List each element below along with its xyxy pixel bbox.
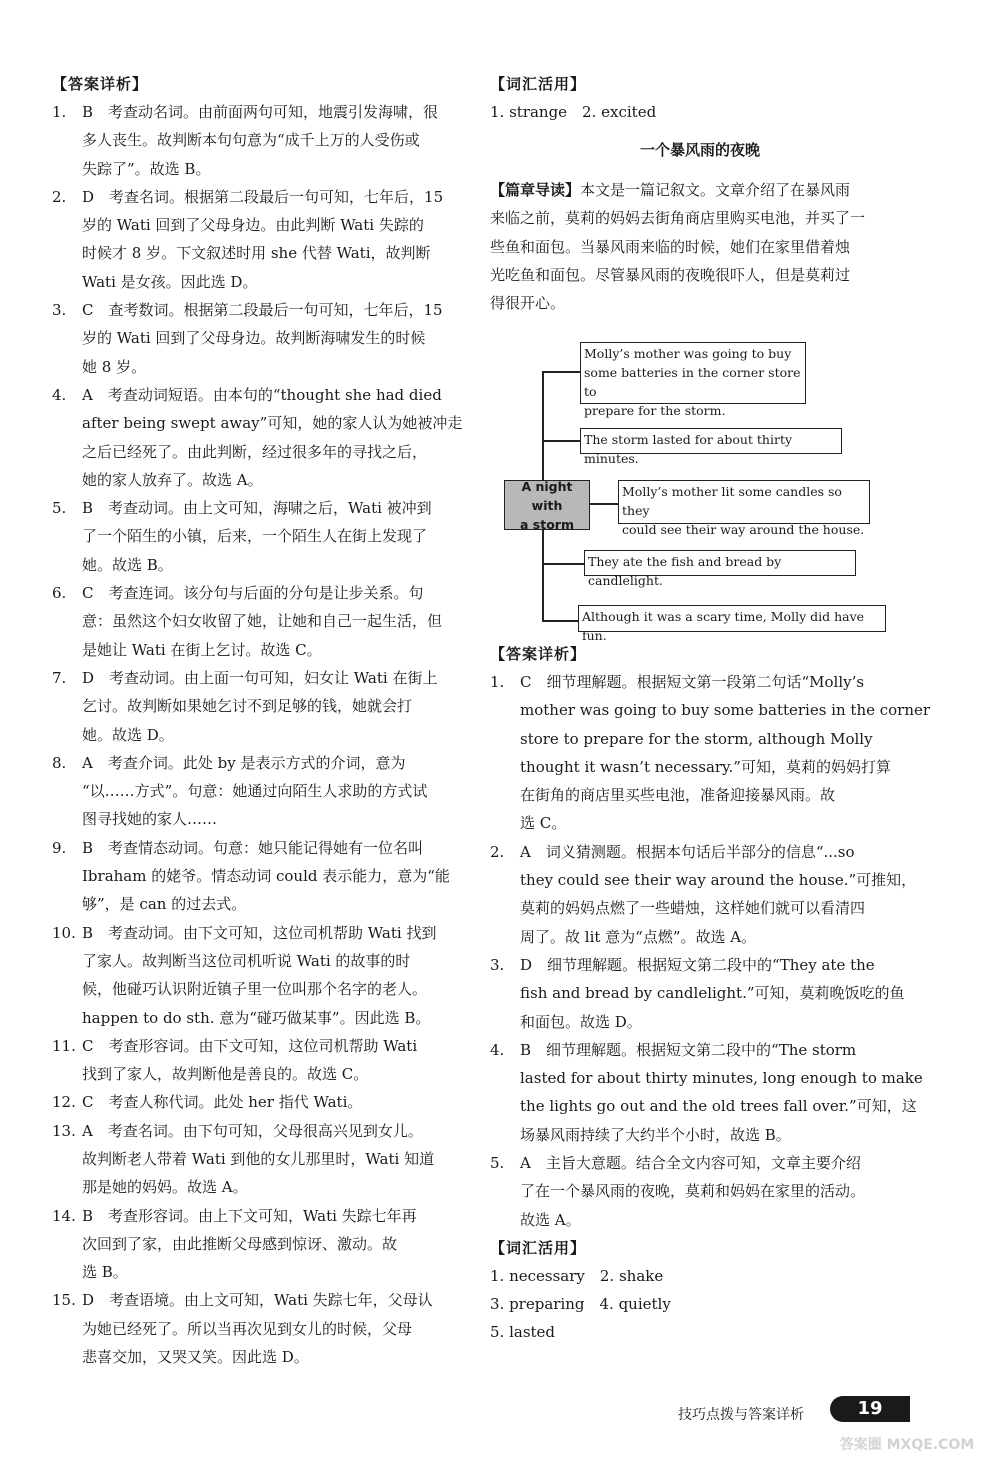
answer-number: 5.	[52, 499, 67, 518]
answer-item	[52, 183, 472, 296]
intro-label: 【篇章导读】	[490, 181, 581, 199]
answer-line: “以……方式”。句意：她通过向陌生人求助的方式试	[82, 782, 428, 801]
answer-line: 莫莉的妈妈点燃了一些蜡烛，这样她们就可以看清四	[520, 899, 866, 918]
right-column	[490, 70, 931, 1341]
answer-item	[52, 749, 472, 834]
vocab-answer-line: 1. necessary 2. shake	[490, 1266, 664, 1285]
answer-line	[52, 1032, 472, 1060]
answer-item	[52, 1286, 472, 1371]
answer-line: 失踪了”。故选 B。	[82, 159, 211, 178]
vocab-heading-2: 【词汇活用】	[490, 1238, 587, 1257]
branch-text: could see their way around the house.	[622, 522, 865, 537]
answer-text: B 考查形容词。由上下文可知，Wati 失踪七年再	[82, 1206, 417, 1225]
answer-line: 次回到了家，由此推断父母感到惊讶、激动。故	[82, 1234, 398, 1253]
answer-line: 为她已经死了。所以当再次见到女儿的时候，父母	[82, 1319, 413, 1338]
answer-line	[52, 919, 472, 947]
answer-line: they could see their way around the house.”可推知，	[520, 871, 917, 890]
branch-text: Molly’s mother lit some candles so they	[622, 484, 842, 518]
answer-line	[52, 1117, 472, 1145]
answer-number: 2.	[490, 842, 505, 861]
vocab-heading-1: 【词汇活用】	[490, 75, 587, 93]
answer-text: B 考查动名词。由前面两句可知，地震引发海啸，很	[82, 103, 439, 121]
answer-line	[490, 668, 910, 696]
answer-line: 选 C。	[520, 814, 567, 833]
answer-line: 选 B。	[82, 1263, 128, 1282]
answer-line	[490, 951, 910, 979]
vocab-answer-line: 5. lasted	[490, 1322, 556, 1341]
answer-line: 找到了家人，故判断他是善良的。故选 C。	[82, 1065, 369, 1084]
answers-heading-left: 【答案详析】	[52, 75, 149, 93]
vocab-answer-line: 3. preparing 4. quietly	[490, 1294, 671, 1313]
branch-line-4	[542, 563, 584, 565]
mind-map-center	[504, 480, 590, 530]
article-intro	[490, 176, 910, 317]
right-answer-list	[490, 668, 931, 1234]
answer-line: after being swept away”可知，她的家人认为她被冲走	[82, 414, 463, 433]
answer-number: 8.	[52, 753, 67, 772]
answer-item	[52, 1032, 472, 1089]
answer-line	[52, 579, 472, 607]
answer-line: 场暴风雨持续了大约半个小时，故选 B。	[520, 1125, 791, 1144]
answer-item	[52, 664, 472, 749]
right-lower	[490, 640, 931, 1346]
answer-text: D 细节理解题。根据短文第二段中的“They ate the	[520, 955, 875, 974]
answer-item	[490, 668, 931, 838]
answers-heading-right: 【答案详析】	[490, 645, 587, 663]
branch-text: They ate the fish and bread by candlelight.	[588, 554, 782, 588]
page-number: 19	[830, 1396, 910, 1422]
article-title: 一个暴风雨的夜晚	[639, 141, 760, 159]
branch-line-1	[542, 371, 580, 373]
answer-line: 周了。故 lit 意为“点燃”。故选 A。	[520, 927, 757, 946]
answer-line: 了在一个暴风雨的夜晚，莫莉和妈妈在家里的活动。	[520, 1182, 866, 1201]
answer-text: C 考查形容词。由下文可知，这位司机帮助 Wati	[82, 1036, 418, 1055]
answer-item	[52, 919, 472, 1032]
answer-line: 多人丧生。故判断本句句意为“成千上万的人受伤或	[82, 131, 420, 150]
answer-line: 乞讨。故判断如果她乞讨不到足够的钱，她就会打	[82, 697, 413, 716]
answer-line	[52, 749, 472, 777]
answer-line	[52, 1286, 472, 1314]
answer-text: C 细节理解题。根据短文第一段第二句话“Molly’s	[520, 673, 865, 691]
answer-text: A 词义猜测题。根据本句话后半部分的信息“...so	[520, 842, 855, 861]
answer-line	[52, 1202, 472, 1230]
answer-line: 岁的 Wati 回到了父母身边。故判断海啸发生的时候	[82, 329, 426, 348]
answer-number: 9.	[52, 838, 67, 857]
answer-line: Wati 是女孩。因此选 D。	[82, 272, 258, 291]
branch-text: The storm lasted for about thirty minutes.	[584, 432, 793, 466]
answer-text: D 考查名词。根据第二段最后一句可知，七年后，15	[82, 187, 444, 206]
answer-line: 她。故选 B。	[82, 555, 173, 574]
answer-number: 13.	[52, 1121, 76, 1140]
vocab-answers-1: 1. strange 2. excited	[490, 103, 657, 121]
answer-number: 6.	[52, 584, 67, 603]
answer-item	[52, 98, 472, 183]
intro-line: 光吃鱼和面包。尽管暴风雨的夜晚很吓人，但是莫莉过	[490, 265, 851, 284]
answer-line: 在街角的商店里买些电池，准备迎接暴风雨。故	[520, 786, 836, 805]
answer-line: 她的家人放弃了。故选 A。	[82, 470, 263, 489]
answer-line: 故判断老人带着 Wati 到他的女儿那里时，Wati 知道	[82, 1149, 435, 1168]
branch-box-1	[580, 342, 806, 418]
answer-line: 是她让 Wati 在街上乞讨。故选 C。	[82, 640, 322, 659]
answer-line: happen to do sth. 意为“碰巧做某事”。因此选 B。	[82, 1008, 431, 1027]
answer-line: 故选 A。	[520, 1210, 581, 1229]
answer-line	[490, 838, 910, 866]
branch-text: Although it was a scary time, Molly did have fun.	[582, 609, 865, 643]
branch-line-2	[542, 440, 580, 442]
answer-line: store to prepare for the storm, although Molly	[520, 729, 873, 748]
answer-line: 悲喜交加，又哭又笑。因此选 D。	[82, 1348, 309, 1367]
answer-line	[52, 183, 472, 211]
answer-text: C 查考数词。根据第二段最后一句可知，七年后，15	[82, 301, 443, 320]
answer-text: A 考查动词短语。由本句的“thought she had died	[82, 385, 442, 404]
answer-line	[52, 494, 472, 522]
answer-number: 14.	[52, 1206, 76, 1225]
answer-number: 11.	[52, 1036, 76, 1055]
answer-line: fish and bread by candlelight.”可知，莫莉晚饭吃的鱼	[520, 984, 905, 1003]
answer-line	[52, 98, 472, 126]
answer-number: 10.	[52, 923, 76, 942]
branch-text: Molly’s mother was going to buy	[584, 346, 792, 361]
answer-number: 4.	[52, 385, 67, 404]
answer-line: 她 8 岁。	[82, 357, 147, 376]
center-line: a storm	[520, 516, 574, 532]
answer-text: A 考查名词。由下句可知，父母很高兴见到女儿。	[82, 1121, 423, 1140]
answer-line: 候，他碰巧认识附近镇子里一位叫那个名字的老人。	[82, 980, 428, 999]
branch-line-3	[588, 503, 618, 505]
answer-item	[52, 1088, 472, 1116]
answer-item	[52, 296, 472, 381]
answer-number: 5.	[490, 1154, 505, 1173]
answer-number: 1.	[490, 673, 505, 691]
intro-line: 本文是一篇记叙文。文章介绍了在暴风雨	[580, 181, 851, 199]
answer-number: 3.	[490, 955, 505, 974]
answer-item	[52, 579, 472, 664]
answer-line	[52, 834, 472, 862]
answer-item	[52, 1202, 472, 1287]
answer-line	[52, 664, 472, 692]
answer-line: 了一个陌生的小镇，后来，一个陌生人在街上发现了	[82, 527, 428, 546]
branch-box-3	[618, 480, 870, 537]
answer-line: 够”，是 can 的过去式。	[82, 895, 247, 914]
watermark: 答案圈 MXQE.COM	[839, 1437, 975, 1453]
answer-line: mother was going to buy some batteries in the corner	[520, 701, 931, 720]
mind-map	[490, 340, 910, 643]
intro-line: 来临之前，莫莉的妈妈去街角商店里购买电池，并买了一	[490, 209, 866, 228]
branch-text: some batteries in the corner store to	[584, 365, 801, 399]
answer-line: 时候才 8 岁。下文叙述时用 she 代替 Wati，故判断	[82, 244, 431, 263]
answer-line	[490, 1149, 910, 1177]
answer-text: D 考查语境。由上文可知，Wati 失踪七年，父母认	[82, 1291, 433, 1310]
answer-item	[490, 951, 910, 1036]
answer-text: B 考查动词。由上文可知，海啸之后，Wati 被冲到	[82, 499, 432, 518]
answer-line: 岁的 Wati 回到了父母身边。由此判断 Wati 失踪的	[82, 216, 424, 235]
answer-text: A 考查介词。此处 by 是表示方式的介词，意为	[82, 753, 406, 772]
answer-text: A 主旨大意题。结合全文内容可知，文章主要介绍	[520, 1154, 861, 1173]
answer-item	[490, 1149, 910, 1234]
answer-text: B 细节理解题。根据短文第二段中的“The storm	[520, 1040, 857, 1059]
answer-text: C 考查连词。该分句与后面的分句是让步关系。句	[82, 584, 424, 603]
answer-text: D 考查动词。由上面一句可知，妇女让 Wati 在街上	[82, 668, 438, 687]
answer-item	[52, 381, 472, 494]
answer-line: 她。故选 D。	[82, 725, 174, 744]
answer-item	[490, 1036, 923, 1149]
answer-text: B 考查动词。由下文可知，这位司机帮助 Wati 找到	[82, 923, 437, 942]
answer-line: thought it wasn’t necessary.”可知，莫莉的妈妈打算	[520, 757, 891, 776]
branch-line-5	[542, 620, 578, 622]
answer-line: 之后已经死了。由此判断，经过很多年的寻找之后，	[82, 442, 428, 461]
intro-line: 得很开心。	[490, 294, 566, 313]
answer-number: 12.	[52, 1093, 76, 1112]
answer-line	[52, 1088, 472, 1116]
answer-number: 7.	[52, 668, 67, 687]
answer-line: 了家人。故判断当这位司机听说 Wati 的故事的时	[82, 951, 411, 970]
intro-line: 些鱼和面包。当暴风雨来临的时候，她们在家里借着烛	[490, 237, 851, 256]
answer-number: 4.	[490, 1040, 505, 1059]
answer-line: 图寻找她的家人……	[82, 810, 218, 829]
answer-item	[52, 1117, 472, 1202]
answer-text: B 考查情态动词。句意：她只能记得她有一位名叫	[82, 838, 424, 857]
answer-number: 15.	[52, 1291, 76, 1310]
answer-line	[52, 296, 472, 324]
answer-item	[52, 834, 472, 919]
footer-label: 技巧点拨与答案详析	[678, 1407, 804, 1423]
center-line: A night with	[521, 478, 573, 513]
answer-text: C 考查人称代词。此处 her 指代 Wati。	[82, 1093, 363, 1112]
answer-line: the lights go out and the old trees fall over.”可知，这	[520, 1097, 917, 1116]
answer-number: 2.	[52, 187, 67, 206]
branch-text: prepare for the storm.	[584, 403, 726, 418]
answer-line: 意：虽然这个妇女收留了她，让她和自己一起生活，但	[82, 612, 443, 631]
answer-line	[490, 1036, 910, 1064]
answer-line: lasted for about thirty minutes, long enough to make	[520, 1069, 923, 1088]
answer-item	[52, 494, 472, 579]
answer-item	[490, 838, 917, 951]
left-answer-list	[52, 98, 472, 1371]
answer-number: 1.	[52, 103, 67, 121]
branch-box-5	[578, 605, 886, 643]
branch-box-2	[580, 428, 842, 466]
answer-line	[52, 381, 472, 409]
branch-box-4	[584, 550, 856, 588]
answer-number: 3.	[52, 301, 67, 320]
answer-line: Ibraham 的姥爷。情态动词 could 表示能力，意为“能	[82, 867, 450, 886]
answer-line: 那是她的妈妈。故选 A。	[82, 1178, 248, 1197]
left-column	[52, 70, 472, 1371]
answer-line: 和面包。故选 D。	[520, 1012, 642, 1031]
